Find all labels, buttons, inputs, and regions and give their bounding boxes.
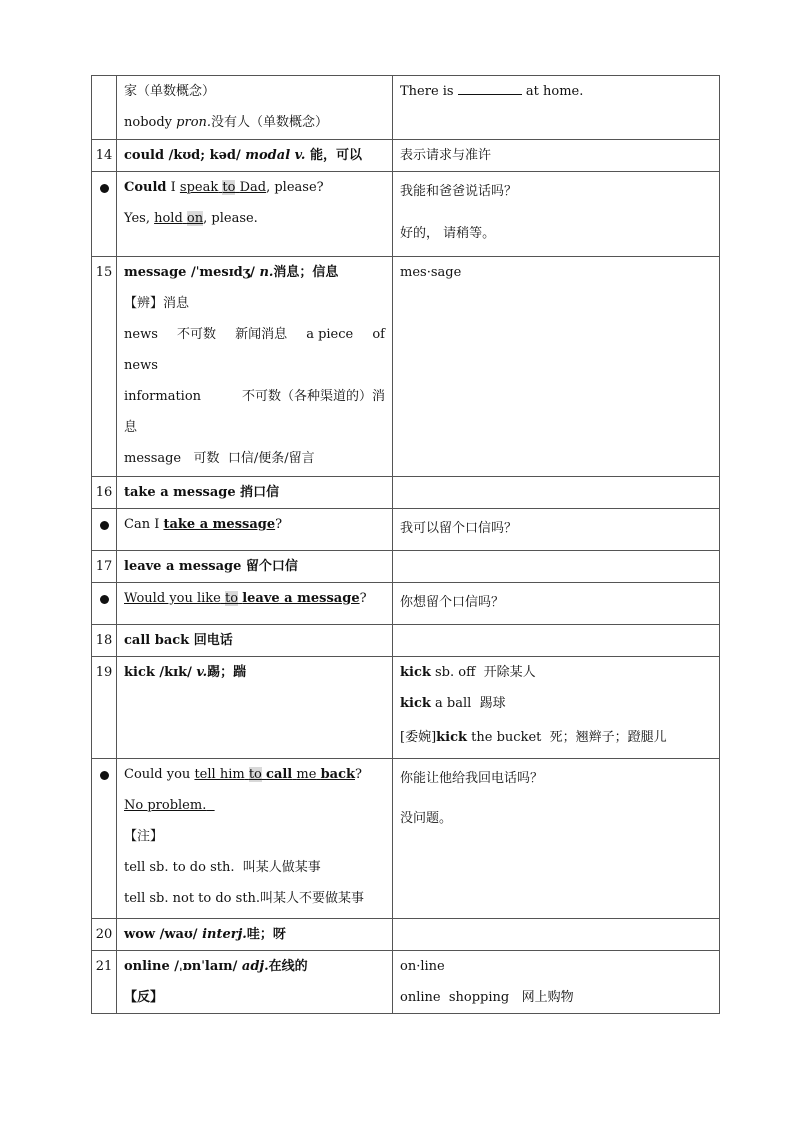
text-line: 没问题。 (400, 811, 453, 826)
text-line: information 不可数（各种渠道的）消 (124, 389, 385, 404)
text-line: Could I speak to Dad, please? (124, 180, 324, 195)
text-line: take a message 捎口信 (124, 485, 280, 500)
row-number-cell: 21 (92, 951, 117, 1014)
right-cell (393, 625, 720, 657)
text-line: tell sb. not to do sth.叫某人不要做某事 (124, 891, 365, 906)
text-line: 表示请求与准许 (400, 148, 492, 163)
text-line: Could you tell him to call me back? (124, 767, 362, 782)
left-cell (117, 477, 393, 509)
text-line: Yes, hold on, please. (124, 211, 258, 226)
bullet-cell (92, 583, 117, 625)
left-cell (117, 140, 393, 172)
right-cell (393, 172, 720, 257)
row-number-cell: 15 (92, 257, 117, 477)
text-line: There is at home. (400, 76, 712, 107)
table-row (92, 951, 720, 1014)
fill-blank (458, 81, 522, 95)
text-line: message /ˈmesɪdʒ/ n.消息；信息 (124, 265, 339, 280)
text-line: Would you like to leave a message? (124, 591, 367, 606)
table-row (92, 76, 720, 140)
left-cell (117, 509, 393, 551)
table-row (92, 919, 720, 951)
text-line: Can I take a message? (124, 517, 283, 532)
bullet-icon (100, 184, 109, 193)
text-line: [委婉]kick the bucket 死；翘辫子；蹬腿儿 (400, 730, 667, 745)
text-line: news (124, 358, 158, 373)
text-line: mes·sage (400, 265, 462, 280)
row-number-cell: 20 (92, 919, 117, 951)
text-line: online /ˌɒnˈlaɪn/ adj.在线的 (124, 959, 308, 974)
text-line: 【反】 (124, 990, 164, 1005)
text-line: 好的， 请稍等。 (400, 226, 496, 241)
text-line: tell sb. to do sth. 叫某人做某事 (124, 860, 321, 875)
text-line: wow /waʊ/ interj.哇；呀 (124, 927, 286, 942)
bullet-icon (100, 521, 109, 530)
text-line: 我可以留个口信吗？ (400, 521, 518, 536)
table-row (92, 509, 720, 551)
right-cell (393, 140, 720, 172)
text-line: kick a ball 踢球 (400, 696, 506, 711)
table-row (92, 477, 720, 509)
left-cell (117, 625, 393, 657)
right-cell (393, 257, 720, 477)
table-row (92, 583, 720, 625)
row-number-cell: 18 (92, 625, 117, 657)
text-line: call back 回电话 (124, 633, 233, 648)
table-row (92, 140, 720, 172)
text-line: on·line (400, 959, 445, 974)
bullet-icon (100, 771, 109, 780)
bullet-cell (92, 172, 117, 257)
vocabulary-table (91, 75, 720, 1014)
left-cell (117, 172, 393, 257)
right-cell (393, 551, 720, 583)
text-line: online shopping 网上购物 (400, 990, 574, 1005)
left-cell (117, 257, 393, 477)
text-line: 【注】 (124, 829, 164, 844)
text-line: 你能让他给我回电话吗？ (400, 771, 544, 786)
left-cell (117, 951, 393, 1014)
text-line: message 可数 口信/便条/留言 (124, 451, 315, 466)
left-cell (117, 919, 393, 951)
row-number-cell: 19 (92, 657, 117, 759)
table-row (92, 759, 720, 919)
left-cell (117, 759, 393, 919)
text-line: kick sb. off 开除某人 (400, 665, 536, 680)
bullet-icon (100, 595, 109, 604)
table-row (92, 172, 720, 257)
text-line: 我能和爸爸说话吗？ (400, 184, 518, 199)
bullet-cell (92, 509, 117, 551)
row-number-cell: 14 (92, 140, 117, 172)
table-row (92, 625, 720, 657)
left-cell (117, 551, 393, 583)
text-line: news 不可数 新闻消息 a piece of (124, 327, 385, 342)
right-cell (393, 477, 720, 509)
text-line: could /kʊd; kəd/ modal v. 能，可以 (124, 148, 362, 163)
right-cell (393, 919, 720, 951)
text-line: nobody pron.没有人（单数概念） (124, 115, 329, 130)
left-cell (117, 76, 393, 140)
bullet-cell (92, 759, 117, 919)
text-line: leave a message 留个口信 (124, 559, 298, 574)
right-cell (393, 509, 720, 551)
right-cell (393, 951, 720, 1014)
text-line: kick /kɪk/ v.踢；踹 (124, 665, 247, 680)
right-cell (393, 759, 720, 919)
table-row (92, 657, 720, 759)
row-number-cell: 17 (92, 551, 117, 583)
table-row (92, 257, 720, 477)
text-line: 【辨】消息 (124, 296, 190, 311)
right-cell (393, 76, 720, 140)
table-row (92, 551, 720, 583)
text-line: 你想留个口信吗？ (400, 595, 505, 610)
row-number-cell (92, 76, 117, 140)
right-cell (393, 657, 720, 759)
row-number-cell: 16 (92, 477, 117, 509)
text-line: 息 (124, 420, 138, 435)
right-cell (393, 583, 720, 625)
text-line: 家（单数概念） (124, 84, 216, 99)
left-cell (117, 657, 393, 759)
left-cell (117, 583, 393, 625)
text-line: No problem. (124, 798, 207, 813)
